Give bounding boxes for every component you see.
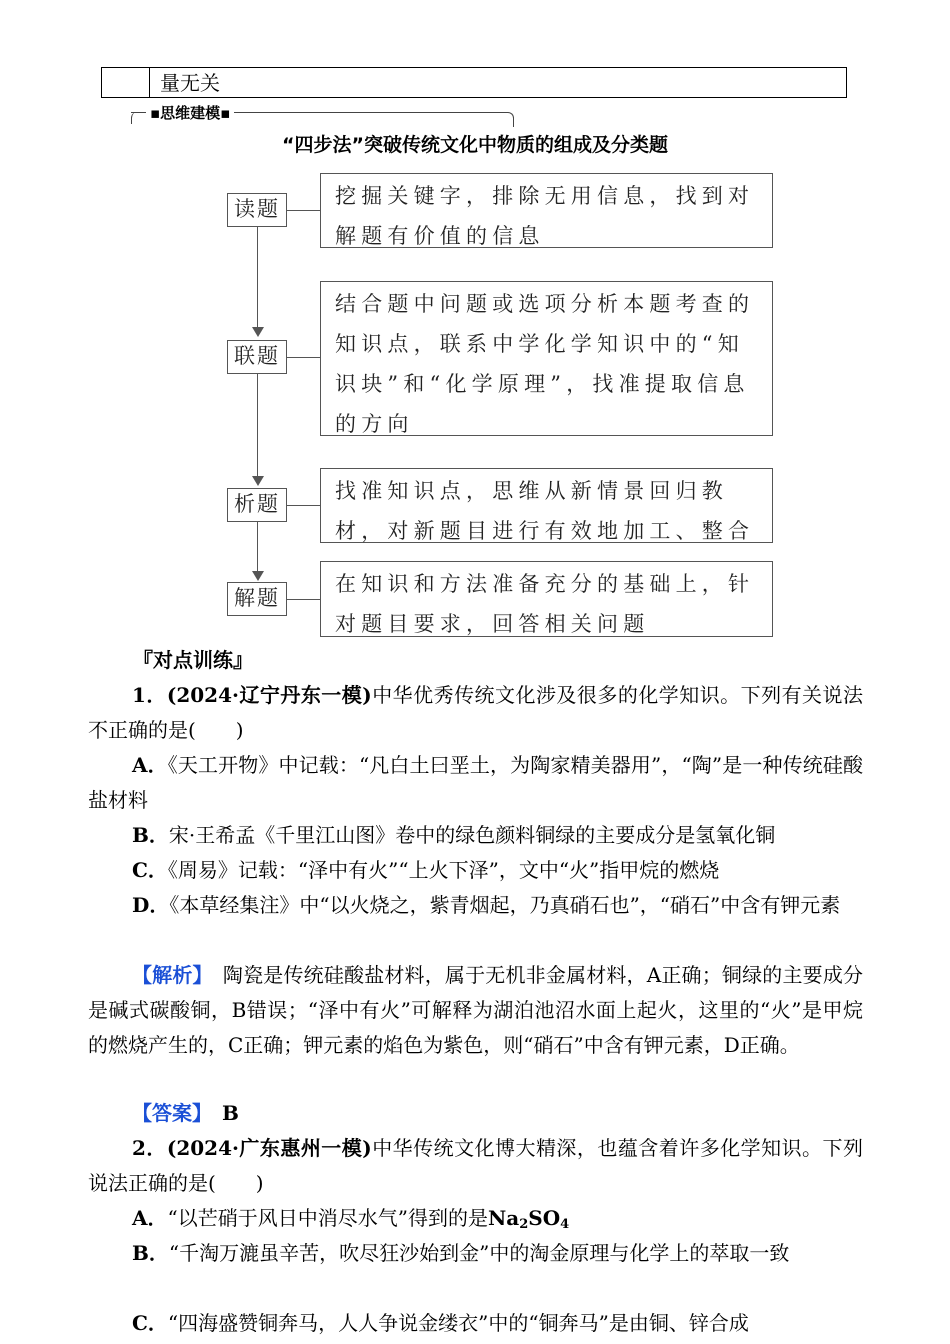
flow-connector	[287, 599, 320, 600]
option-text: 《天工开物》中记载：“凡白土曰垩土，为陶家精美器用”，“陶”是一种传统硅酸盐材料	[88, 753, 863, 812]
option-key: A．	[132, 753, 168, 777]
flow-vertical-line	[257, 522, 258, 571]
answer-tag: 【答案】	[132, 1101, 202, 1125]
answer-text: B	[202, 1101, 239, 1125]
question-2-option-c	[88, 1306, 863, 1341]
flow-connector	[287, 210, 320, 211]
option-text: “以芒硝于风日中消尽水气”得到的是	[167, 1206, 488, 1230]
question-text: 中华优秀传统文化涉及很多的化学知识。下列有关说法不正确的是( )	[88, 683, 864, 742]
analysis-tag: 【解析】	[132, 963, 203, 987]
option-key: B．	[132, 823, 169, 847]
option-text: 《本草经集注》中“以火烧之，紫青烟起，乃真硝石也”，“硝石”中含有钾元素	[169, 893, 841, 917]
option-text: “千淘万漉虽辛苦，吹尽狂沙始到金”中的淘金原理与化学上的萃取一致	[168, 1241, 790, 1265]
analysis-text: 陶瓷是传统硅酸盐材料，属于无机非金属材料，A正确；铜绿的主要成分是碱式碳酸铜，B错误；“泽中有火”可解释为湖泊池沼水面上起火，这里的“火”是甲烷的燃烧产生的，C正确；钾元素的焰色为紫色，则“硝石”中含有钾元素，D正确。	[88, 963, 863, 1057]
section-title: “四步法”突破传统文化中物质的组成及分类题	[282, 134, 668, 156]
question-source: (2024·辽宁丹东一模)	[166, 683, 372, 707]
chemical-formula: $Na_2SO_4$	[487, 1206, 570, 1232]
flow-step-box-solve: 在知识和方法准备充分的基础上，针对题目要求，回答相关问题	[320, 561, 773, 637]
option-key: A．	[132, 1206, 168, 1230]
practice-header: 『对点训练』	[133, 648, 253, 672]
question-1-option-c	[88, 853, 863, 888]
flow-vertical-line	[257, 374, 258, 476]
question-2-stem	[88, 1131, 863, 1201]
flow-step-box-link: 结合题中问题或选项分析本题考查的知识点，联系中学化学知识中的“知识块”和“化学原理”，找准提取信息的方向	[320, 281, 773, 436]
table-text-cell: 量无关	[160, 71, 220, 95]
question-1-stem	[88, 678, 863, 748]
question-1-answer	[88, 1096, 863, 1131]
flow-connector	[287, 357, 320, 358]
flow-step-box-analyze: 找准知识点，思维从新情景回归教材，对新题目进行有效地加工、整合	[320, 468, 773, 543]
flow-step-label-analyze: 析题	[227, 488, 287, 522]
down-arrow-icon	[252, 476, 264, 486]
option-key: B．	[132, 1241, 169, 1265]
option-text: 宋·王希孟《千里江山图》卷中的绿色颜料铜绿的主要成分是氢氧化铜	[168, 823, 776, 847]
question-number: 2．	[132, 1136, 167, 1160]
down-arrow-icon	[252, 571, 264, 581]
flow-vertical-line	[257, 227, 258, 327]
table-empty-cell	[102, 68, 150, 97]
flow-step-box-read: 挖掘关键字，排除无用信息，找到对解题有价值的信息	[320, 173, 773, 248]
question-2-option-b	[88, 1236, 863, 1271]
down-arrow-icon	[252, 327, 264, 337]
option-key: D．	[132, 893, 170, 917]
flow-step-label-solve: 解题	[227, 582, 287, 616]
flow-connector	[287, 505, 320, 506]
option-key: C．	[132, 858, 168, 882]
question-source: (2024·广东惠州一模)	[166, 1136, 372, 1160]
question-number: 1．	[132, 683, 167, 707]
question-1-analysis	[88, 958, 863, 1063]
flow-step-label-link: 联题	[227, 340, 287, 374]
option-text: “四海盛赞铜奔马，人人争说金缕衣”中的“铜奔马”是由铜、锌合成	[167, 1311, 749, 1335]
option-text: 《周易》记载：“泽中有火”“上火下泽”，文中“火”指甲烷的燃烧	[167, 858, 720, 882]
question-text: 中华传统文化博大精深，也蕴含着许多化学知识。下列说法正确的是( )	[88, 1136, 864, 1195]
question-1-option-a	[88, 748, 863, 818]
continuation-table-row	[101, 67, 847, 98]
flow-step-label-read: 读题	[227, 193, 287, 227]
section-badge: ▪思维建模▪	[146, 104, 234, 122]
option-key: C．	[132, 1311, 168, 1335]
question-1-option-d	[88, 888, 863, 923]
question-1-option-b	[88, 818, 863, 853]
